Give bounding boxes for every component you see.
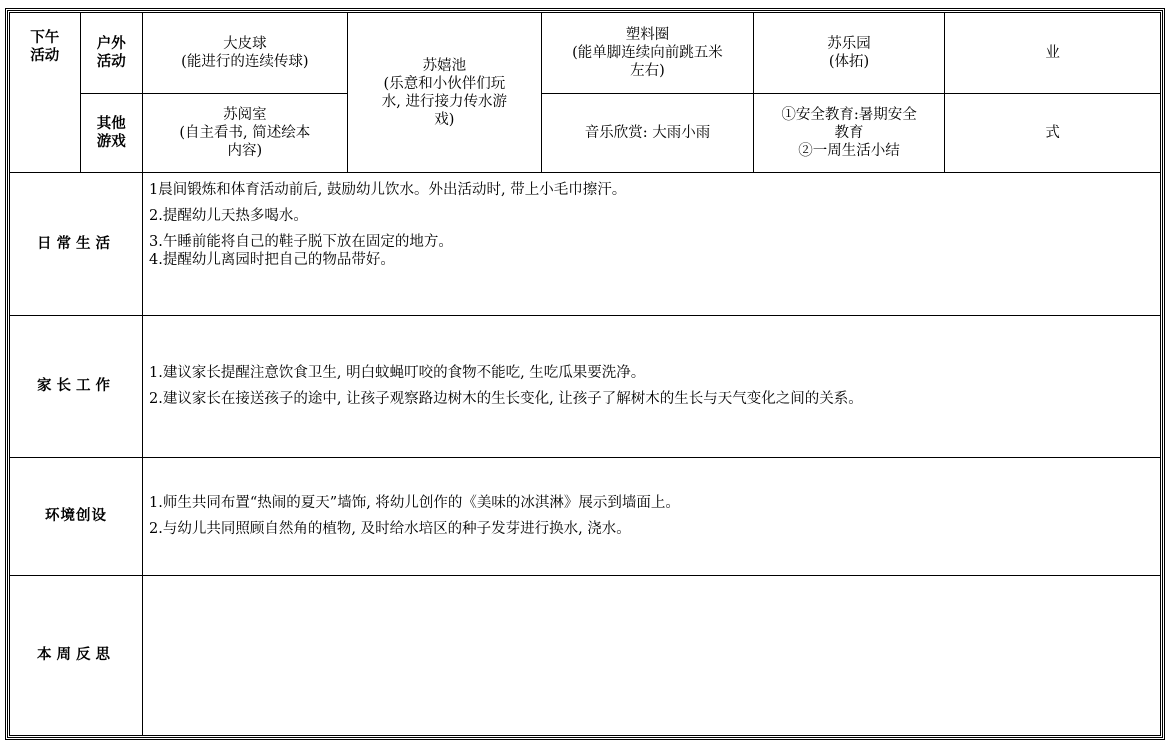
environment-header: 环境创设 xyxy=(10,457,143,575)
daily-life-row xyxy=(10,173,1161,315)
outdoor-cell-4 xyxy=(945,13,1161,94)
afternoon-label-line1: 下午 xyxy=(30,29,60,46)
reflection-header: 本周反思 xyxy=(10,575,143,735)
outdoor-3-title: 苏乐园 xyxy=(827,36,871,53)
other-label-line1: 其他 xyxy=(96,115,126,133)
parent-work-item-1: 1.建议家长提醒注意饮食卫生, 明白蚊蝇叮咬的食物不能吃, 生吃瓜果要洗净。 xyxy=(149,365,646,382)
environment-row xyxy=(10,457,1161,575)
shared-title: 苏嬉池 xyxy=(422,57,467,74)
environment-item-2: 2.与幼儿共同照顾自然角的植物, 及时给水培区的种子发芽进行换水, 浇水。 xyxy=(149,521,631,538)
shared-desc-1: (乐意和小伙伴们玩 xyxy=(383,75,506,92)
outdoor-1-desc: (能进行的连续传球) xyxy=(181,54,309,71)
environment-item-1: 1.师生共同布置“热闹的夏天”墙饰, 将幼儿创作的《美味的冰淇淋》展示到墙面上。 xyxy=(149,495,680,512)
other-3-line1: ①安全教育:暑期安全 xyxy=(781,107,917,124)
outdoor-label-line2: 活动 xyxy=(96,53,126,71)
shared-desc-2: 水, 进行接力传水游 xyxy=(381,93,507,110)
outdoor-2-desc-1: (能单脚连续向前跳五米 xyxy=(572,45,723,62)
reflection-row xyxy=(10,575,1161,735)
outdoor-activity-header xyxy=(80,13,142,94)
outdoor-cell-2 xyxy=(542,13,754,94)
daily-life-header: 日常生活 xyxy=(10,173,143,315)
other-cell-3 xyxy=(753,94,944,173)
outdoor-4-title: 业 xyxy=(1045,45,1060,62)
other-3-line2: 教育 xyxy=(834,125,864,142)
parent-work-item-2: 2.建议家长在接送孩子的途中, 让孩子观察路边树木的生长变化, 让孩子了解树木的生长与天气变化之间的关系。 xyxy=(149,391,863,408)
daily-life-item-2: 2.提醒幼儿天热多喝水。 xyxy=(149,208,308,225)
afternoon-outdoor-row xyxy=(10,13,1161,94)
other-1-desc-1: (自主看书, 简述绘本 xyxy=(179,125,311,142)
outdoor-1-title: 大皮球 xyxy=(223,36,267,53)
shared-activity-cell xyxy=(347,13,542,173)
other-label-line2: 游戏 xyxy=(96,133,126,151)
outdoor-label-line1: 户外 xyxy=(96,35,126,53)
afternoon-activity-header xyxy=(10,13,81,173)
daily-life-item-1: 1晨间锻炼和体育活动前后, 鼓励幼儿饮水。外出活动时, 带上小毛巾擦汗。 xyxy=(149,182,627,199)
shared-desc-3: 戏) xyxy=(434,111,455,128)
outdoor-2-desc-2: 左右) xyxy=(630,63,665,80)
outdoor-2-title: 塑料圈 xyxy=(625,27,670,44)
afternoon-label-line2: 活动 xyxy=(30,47,60,64)
other-4-title: 式 xyxy=(1045,125,1060,142)
parent-work-header: 家长工作 xyxy=(10,315,143,457)
other-cell-1 xyxy=(143,94,348,173)
parent-work-content xyxy=(143,315,1161,457)
outdoor-3-desc: (体拓) xyxy=(828,54,870,71)
other-2-title: 音乐欣赏: 大雨小雨 xyxy=(584,125,711,142)
other-cell-4 xyxy=(945,94,1161,173)
other-1-desc-2: 内容) xyxy=(227,143,263,160)
weekly-plan-table xyxy=(9,12,1161,736)
outdoor-cell-1 xyxy=(143,13,348,94)
daily-life-item-4: 4.提醒幼儿离园时把自己的物品带好。 xyxy=(149,252,395,269)
other-games-header xyxy=(80,94,142,173)
daily-life-content xyxy=(143,173,1161,315)
environment-content xyxy=(143,457,1161,575)
other-1-title: 苏阅室 xyxy=(223,107,267,124)
other-cell-2 xyxy=(542,94,754,173)
daily-life-item-3: 3.午睡前能将自己的鞋子脱下放在固定的地方。 xyxy=(149,234,453,251)
outdoor-cell-3 xyxy=(753,13,944,94)
other-3-line3: ②一周生活小结 xyxy=(798,143,900,160)
parent-work-row xyxy=(10,315,1161,457)
afternoon-other-row xyxy=(10,94,1161,173)
reflection-content[interactable] xyxy=(143,575,1161,735)
